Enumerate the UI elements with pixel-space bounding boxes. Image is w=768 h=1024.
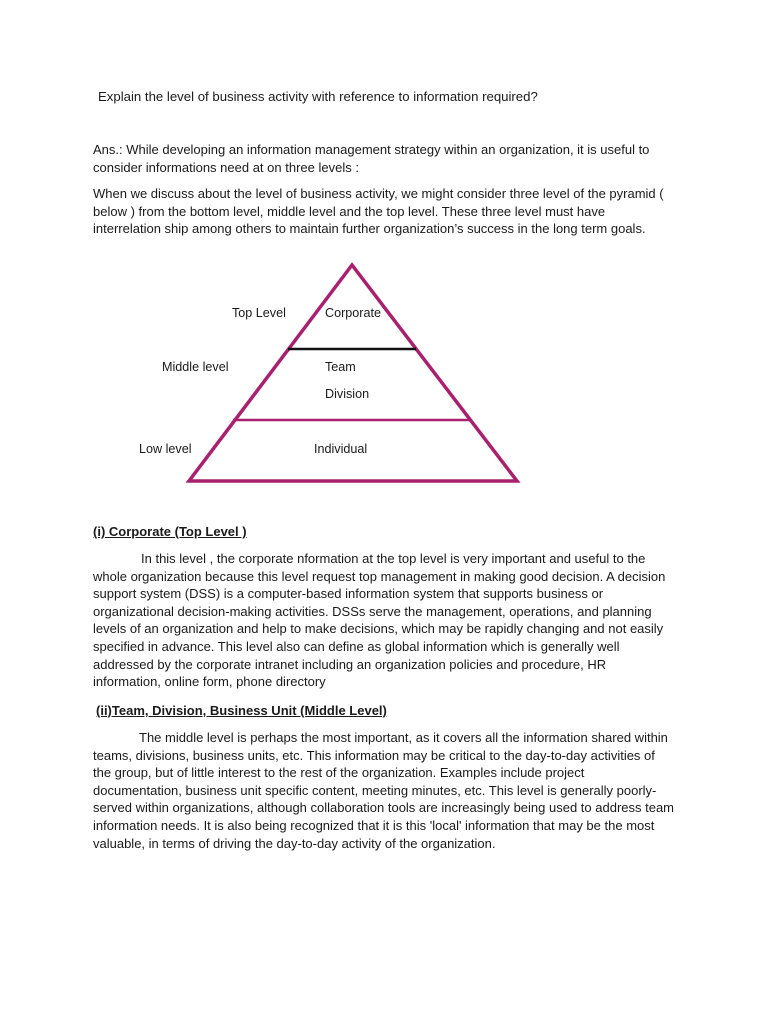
tier-division: Division xyxy=(325,387,370,401)
tier-individual: Individual xyxy=(314,442,368,456)
tier-team: Team xyxy=(325,360,356,374)
question-text: Explain the level of business activity with reference to information required? xyxy=(98,89,538,104)
label-low-level: Low level xyxy=(139,442,192,456)
intro-paragraph: When we discuss about the level of business activity, we might consider three level of the pyramid ( below ) from the bottom level, middle level and the top level. These three level must have interrelation ship among others to maintain further organization’s success in the long term goals. xyxy=(93,186,664,237)
corporate-paragraph: In this level , the corporate nformation at the top level is very important and useful to the whole organization because this level request top management in making good decision. A decision support system (DSS) is a computer-based information system that supports business or organizational decision-making activities. DSSs serve the management, operations, and planning levels of an organization and help to make decisions, which may be rapidly changing and not easily specified in advance. This level also can define as global information which is generally well addressed by the corporate intranet including an organization policies and procedure, HR information, online form, phone directory xyxy=(93,551,666,690)
middle-level-paragraph: The middle level is perhaps the most important, as it covers all the information shared within teams, divisions, business units, etc. This information may be critical to the day-to-day activities of the group, but of little interest to the rest of the organization. Examples include project documentation, business unit specific content, meeting minutes, etc. This level is generally poorly-served within organizations, although collaboration tools are increasingly being used to address team information needs. It is also being recognized that it is this 'local' information that may be the most valuable, in terms of driving the day-to-day activity of the organization. xyxy=(93,730,675,851)
tier-corporate: Corporate xyxy=(325,306,382,320)
label-middle-level: Middle level xyxy=(162,360,229,374)
heading-middle-level: (ii)Team, Division, Business Unit (Middle Level) xyxy=(96,703,387,718)
label-top-level: Top Level xyxy=(232,306,286,320)
answer-intro: Ans.: While developing an information management strategy within an organization, it is useful to consider informations need at on three levels : xyxy=(93,142,650,175)
heading-corporate: (i) Corporate (Top Level ) xyxy=(93,524,247,539)
